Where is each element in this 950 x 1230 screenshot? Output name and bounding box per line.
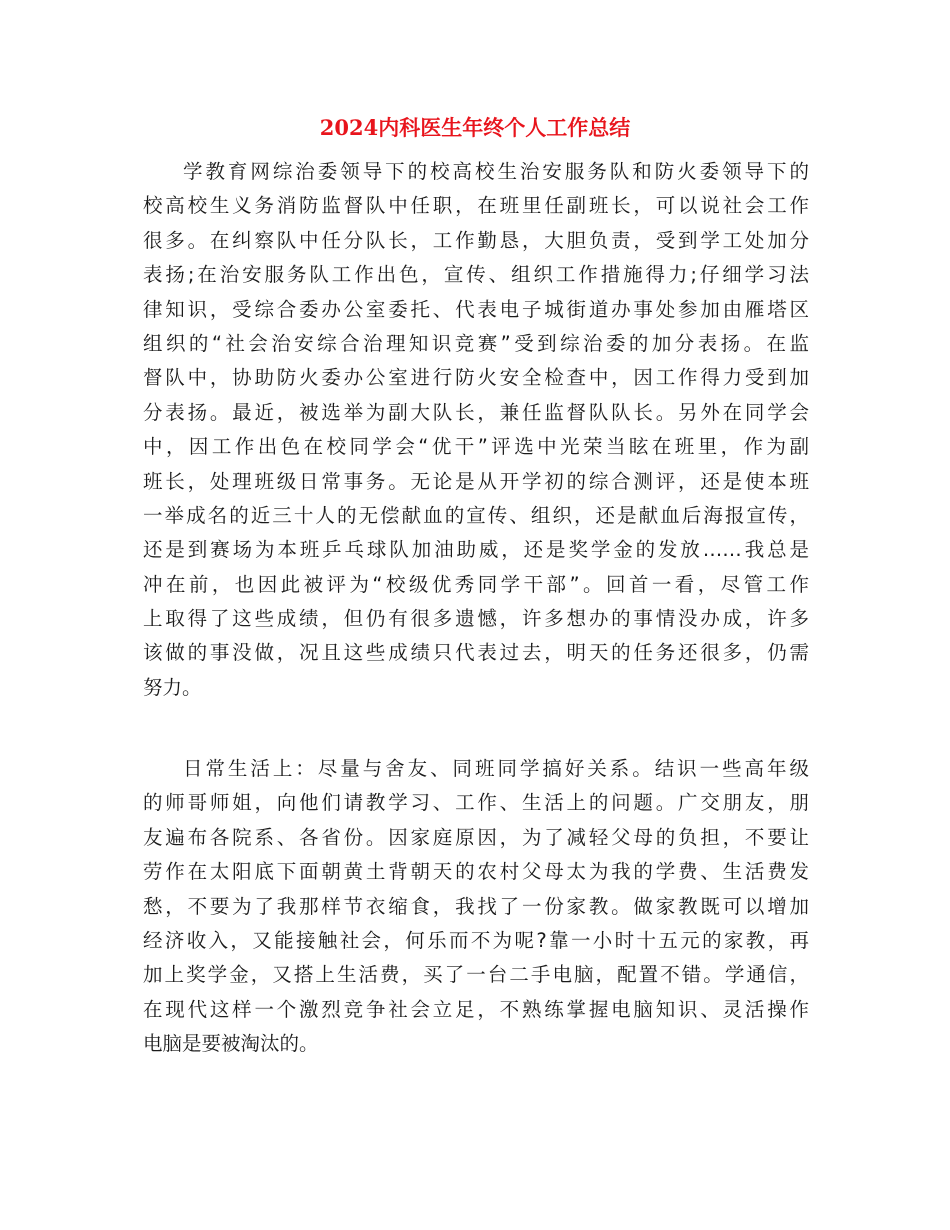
paragraph-line: 劳作在太阳底下面朝黄土背朝天的农村父母太为我的学费、生活费发 [143,860,809,884]
paragraph-line: 经济收入，又能接触社会，何乐而不为呢?靠一小时十五元的家教，再 [143,928,809,952]
paragraph-line: 中，因工作出色在校同学会“优干”评选中光荣当眩在班里，作为副 [143,435,809,459]
paragraph-line: 表扬;在治安服务队工作出色，宣传、组织工作措施得力;仔细学习法 [143,263,809,287]
paragraph-line: 冲在前，也因此被评为“校级优秀同学干部”。回首一看，尽管工作 [143,572,809,596]
paragraph-line: 学教育网综治委领导下的校高校生治安服务队和防火委领导下的 [183,160,809,183]
paragraph-line: 一举成名的近三十人的无偿献血的宣传、组织，还是献血后海报宣传， [143,503,809,527]
paragraph-line: 还是到赛场为本班乒乓球队加油助威，还是奖学金的发放……我总是 [143,538,809,562]
paragraph-line: 在现代这样一个激烈竞争社会立足，不熟练掌握电脑知识、灵活操作 [143,997,809,1021]
paragraph-line: 督队中，协助防火委办公室进行防火安全检查中，因工作得力受到加 [143,366,809,390]
paragraph-line: 校高校生义务消防监督队中任职，在班里任副班长，可以说社会工作 [143,194,809,218]
paragraph-line: 电脑是要被淘汰的。 [143,1032,319,1056]
paragraph-line: 努力。 [143,675,202,699]
paragraph-line: 加上奖学金，又搭上生活费，买了一台二手电脑，配置不错。学通信， [143,963,809,987]
paragraph-2 [143,752,809,1062]
paragraph-line: 律知识，受综合委办公室委托、代表电子城街道办事处参加由雁塔区 [143,297,809,321]
paragraph-line: 该做的事没做，况且这些成绩只代表过去，明天的任务还很多，仍需 [143,641,809,665]
paragraph-line: 班长，处理班级日常事务。无论是从开学初的综合测评，还是使本班 [143,469,809,493]
paragraph-line: 上取得了这些成绩，但仍有很多遗憾，许多想办的事情没办成，许多 [143,607,809,631]
document-title: 2024内科医生年终个人工作总结 [319,115,631,140]
paragraph-line: 很多。在纠察队中任分队长，工作勤恳，大胆负责，受到学工处加分 [143,228,809,252]
paragraph-line: 分表扬。最近，被选举为副大队长，兼任监督队队长。另外在同学会 [143,400,809,424]
paragraph-line: 愁，不要为了我那样节衣缩食，我找了一份家教。做家教既可以增加 [143,894,809,918]
paragraph-line: 的师哥师姐，向他们请教学习、工作、生活上的问题。广交朋友，朋 [143,791,809,815]
paragraph-line: 组织的“社会治安综合治理知识竞赛”受到综治委的加分表扬。在监 [143,331,809,355]
paragraph-line: 友遍布各院系、各省份。因家庭原因，为了减轻父母的负担，不要让 [143,825,809,849]
paragraph-line: 日常生活上：尽量与舍友、同班同学搞好关系。结识一些高年级 [183,757,809,780]
paragraph-1 [143,155,809,705]
